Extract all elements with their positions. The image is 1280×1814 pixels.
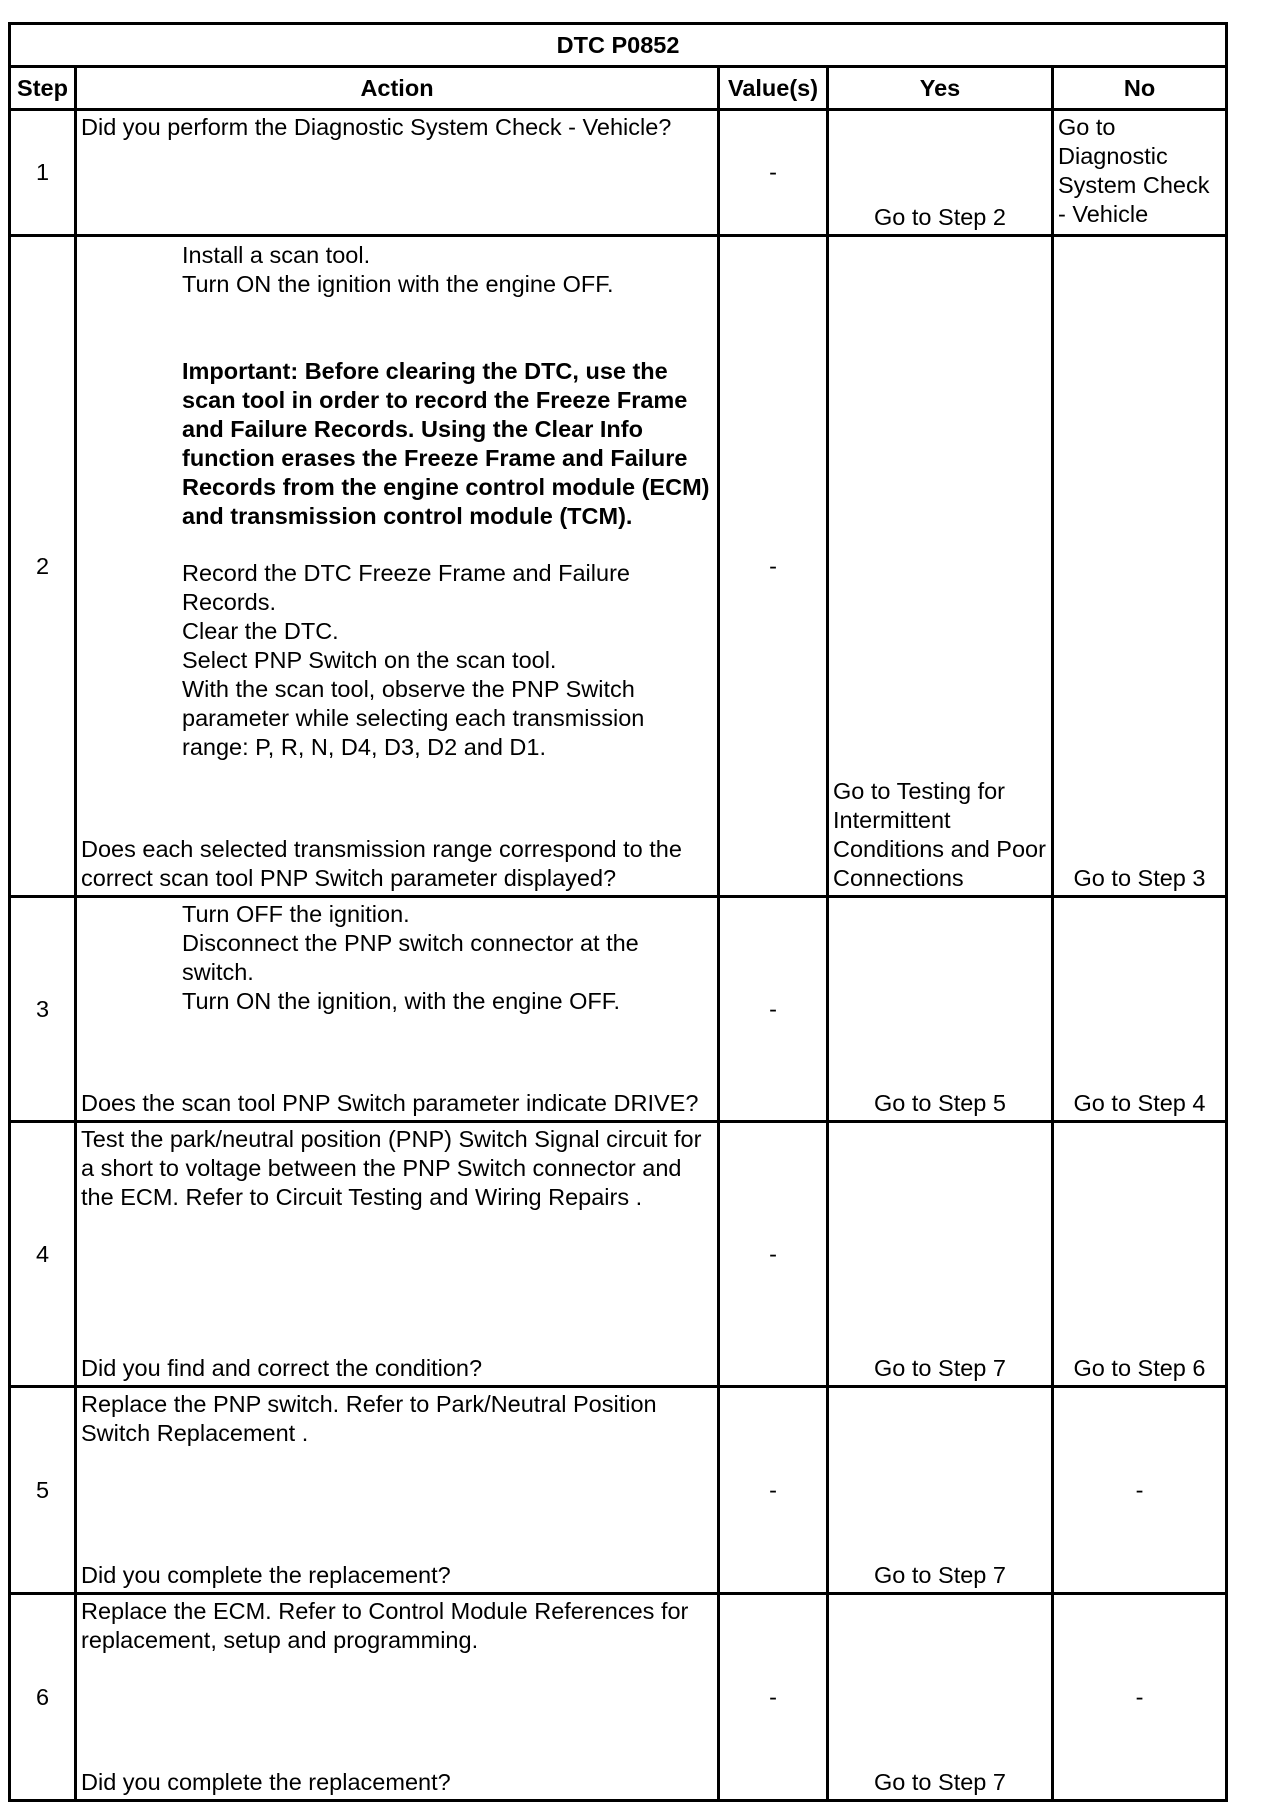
- action-substep: Install a scan tool.: [182, 242, 371, 268]
- action-substep: With the scan tool, observe the PNP Switch parameter while selecting each transmission range: P, R, N, D4, D3, D2 and D1.: [182, 676, 645, 760]
- action-substep: Select PNP Switch on the scan tool.: [182, 647, 557, 673]
- no-cell: Go to Step 3: [1053, 236, 1227, 897]
- action-question: Does the scan tool PNP Switch parameter indicate DRIVE?: [81, 1090, 699, 1116]
- value-cell: -: [719, 110, 828, 236]
- step-number: 6: [10, 1594, 76, 1801]
- step-number: 3: [10, 897, 76, 1122]
- value-cell: -: [719, 1387, 828, 1594]
- value-cell: -: [719, 1122, 828, 1387]
- action-question: Did you complete the replacement?: [81, 1562, 451, 1588]
- no-cell: Go to Step 4: [1053, 897, 1227, 1122]
- no-cell: Go to Diagnostic System Check - Vehicle: [1053, 110, 1227, 236]
- step-number: 2: [10, 236, 76, 897]
- table-row: [10, 897, 1227, 1122]
- yes-cell: Go to Step 2: [828, 110, 1053, 236]
- action-text: Replace the ECM. Refer to Control Module References for replacement, setup and programming.: [81, 1598, 689, 1653]
- header-values: Value(s): [719, 67, 828, 110]
- step-number: 5: [10, 1387, 76, 1594]
- yes-cell: Go to Step 7: [828, 1387, 1053, 1594]
- table-row: [10, 236, 1227, 897]
- action-substep: Disconnect the PNP switch connector at the switch.: [182, 930, 639, 985]
- yes-cell: Go to Step 7: [828, 1122, 1053, 1387]
- action-cell: [76, 1122, 719, 1387]
- action-question: Does each selected transmission range correspond to the correct scan tool PNP Switch parameter displayed?: [81, 836, 682, 891]
- action-substep: Record the DTC Freeze Frame and Failure Records.: [182, 560, 630, 615]
- important-note: Important: Before clearing the DTC, use the scan tool in order to record the Freeze Frame and Failure Records. Using the Clear Info function erases the Freeze Frame and Failure Records from the engine control module (ECM) and transmission control module (TCM).: [182, 358, 710, 529]
- action-cell: [76, 897, 719, 1122]
- action-substep: Turn OFF the ignition.: [182, 901, 410, 927]
- action-substep: Clear the DTC.: [182, 618, 339, 644]
- action-cell: [76, 110, 719, 236]
- yes-cell: Go to Step 7: [828, 1594, 1053, 1801]
- header-yes: Yes: [828, 67, 1053, 110]
- action-text: Replace the PNP switch. Refer to Park/Neutral Position Switch Replacement .: [81, 1391, 657, 1446]
- value-cell: -: [719, 897, 828, 1122]
- action-cell: [76, 1387, 719, 1594]
- action-text: Did you perform the Diagnostic System Check - Vehicle?: [81, 114, 672, 140]
- no-cell: -: [1053, 1387, 1227, 1594]
- header-step: Step: [10, 67, 76, 110]
- value-cell: -: [719, 1594, 828, 1801]
- value-cell: -: [719, 236, 828, 897]
- header-no: No: [1053, 67, 1227, 110]
- table-row: [10, 1122, 1227, 1387]
- action-question: Did you find and correct the condition?: [81, 1355, 483, 1381]
- table-row: [10, 1387, 1227, 1594]
- action-question: Did you complete the replacement?: [81, 1769, 451, 1795]
- action-substep: Turn ON the ignition with the engine OFF.: [182, 271, 614, 297]
- yes-cell: Go to Step 5: [828, 897, 1053, 1122]
- yes-cell: Go to Testing for Intermittent Conditions and Poor Connections: [828, 236, 1053, 897]
- table-row: [10, 1594, 1227, 1801]
- header-action: Action: [76, 67, 719, 110]
- action-cell: [76, 236, 719, 897]
- no-cell: Go to Step 6: [1053, 1122, 1227, 1387]
- no-cell: -: [1053, 1594, 1227, 1801]
- step-number: 4: [10, 1122, 76, 1387]
- action-cell: [76, 1594, 719, 1801]
- table-title: DTC P0852: [10, 24, 1227, 67]
- action-substep: Turn ON the ignition, with the engine OFF.: [182, 988, 621, 1014]
- action-text: Test the park/neutral position (PNP) Switch Signal circuit for a short to voltage between the PNP Switch connector and the ECM. Refer to Circuit Testing and Wiring Repairs .: [81, 1126, 702, 1210]
- diagnostic-table: [8, 22, 1228, 1802]
- step-number: 1: [10, 110, 76, 236]
- table-row: [10, 110, 1227, 236]
